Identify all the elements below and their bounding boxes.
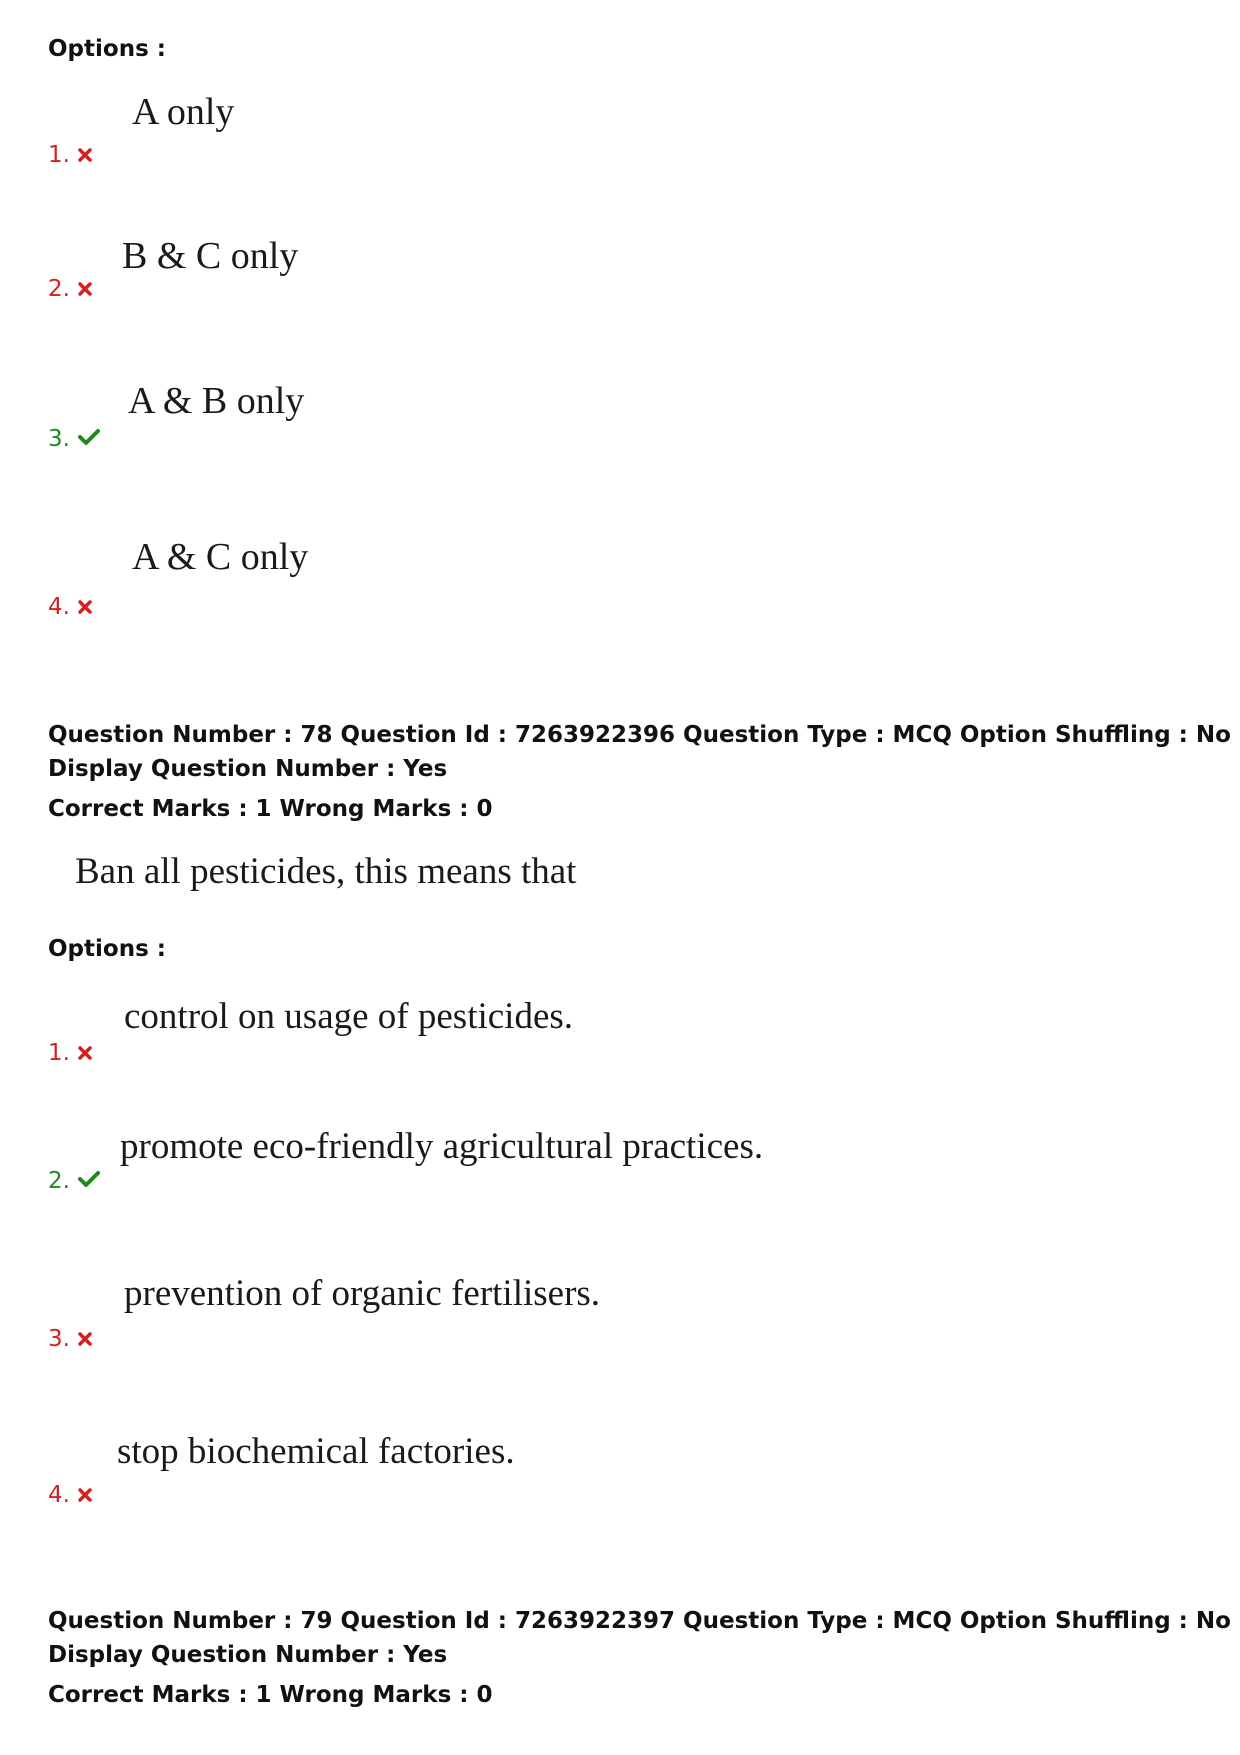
option-text: prevention of organic fertilisers. (124, 1273, 601, 1314)
question-stem: Ban all pesticides, this means that (75, 851, 577, 892)
question-header (48, 1604, 1231, 1672)
question-header (48, 718, 1231, 786)
option-number (48, 594, 92, 620)
cross-icon (78, 594, 92, 620)
question-marks: Correct Marks : 1 Wrong Marks : 0 (48, 1682, 493, 1708)
options-label: Options : (48, 36, 166, 62)
option-number-label: 1. (48, 142, 70, 168)
option-number-label: 4. (48, 1482, 70, 1508)
option-text: B & C only (122, 235, 299, 277)
cross-icon (78, 142, 92, 168)
option-number (48, 142, 92, 168)
checkmark-icon (78, 1168, 100, 1194)
option-number (48, 1040, 92, 1066)
cross-icon (78, 1482, 92, 1508)
option-number-label: 3. (48, 1326, 70, 1352)
cross-icon (78, 1040, 92, 1066)
cross-icon (78, 276, 92, 302)
checkmark-icon (78, 426, 100, 452)
option-text: A & B only (128, 380, 305, 422)
option-number-label: 2. (48, 1168, 70, 1194)
question-display-number: Display Question Number : Yes (48, 1642, 448, 1668)
question-header-line: Question Number : 79 Question Id : 7263922397 Question Type : MCQ Option Shuffling : No (48, 1608, 1231, 1634)
question-marks: Correct Marks : 1 Wrong Marks : 0 (48, 796, 493, 822)
option-text: A only (132, 91, 235, 133)
option-number (48, 426, 100, 452)
option-number-label: 3. (48, 426, 70, 452)
option-number-label: 2. (48, 276, 70, 302)
option-number (48, 1168, 100, 1194)
options-label: Options : (48, 936, 166, 962)
option-text: control on usage of pesticides. (124, 996, 574, 1037)
option-number (48, 276, 92, 302)
option-number (48, 1326, 92, 1352)
question-header-line: Question Number : 78 Question Id : 7263922396 Question Type : MCQ Option Shuffling : No (48, 722, 1231, 748)
question-display-number: Display Question Number : Yes (48, 756, 448, 782)
option-text: stop biochemical factories. (117, 1431, 515, 1472)
option-number (48, 1482, 92, 1508)
option-text: A & C only (132, 536, 309, 578)
option-number-label: 1. (48, 1040, 70, 1066)
option-number-label: 4. (48, 594, 70, 620)
option-text: promote eco-friendly agricultural practices. (120, 1126, 764, 1167)
cross-icon (78, 1326, 92, 1352)
